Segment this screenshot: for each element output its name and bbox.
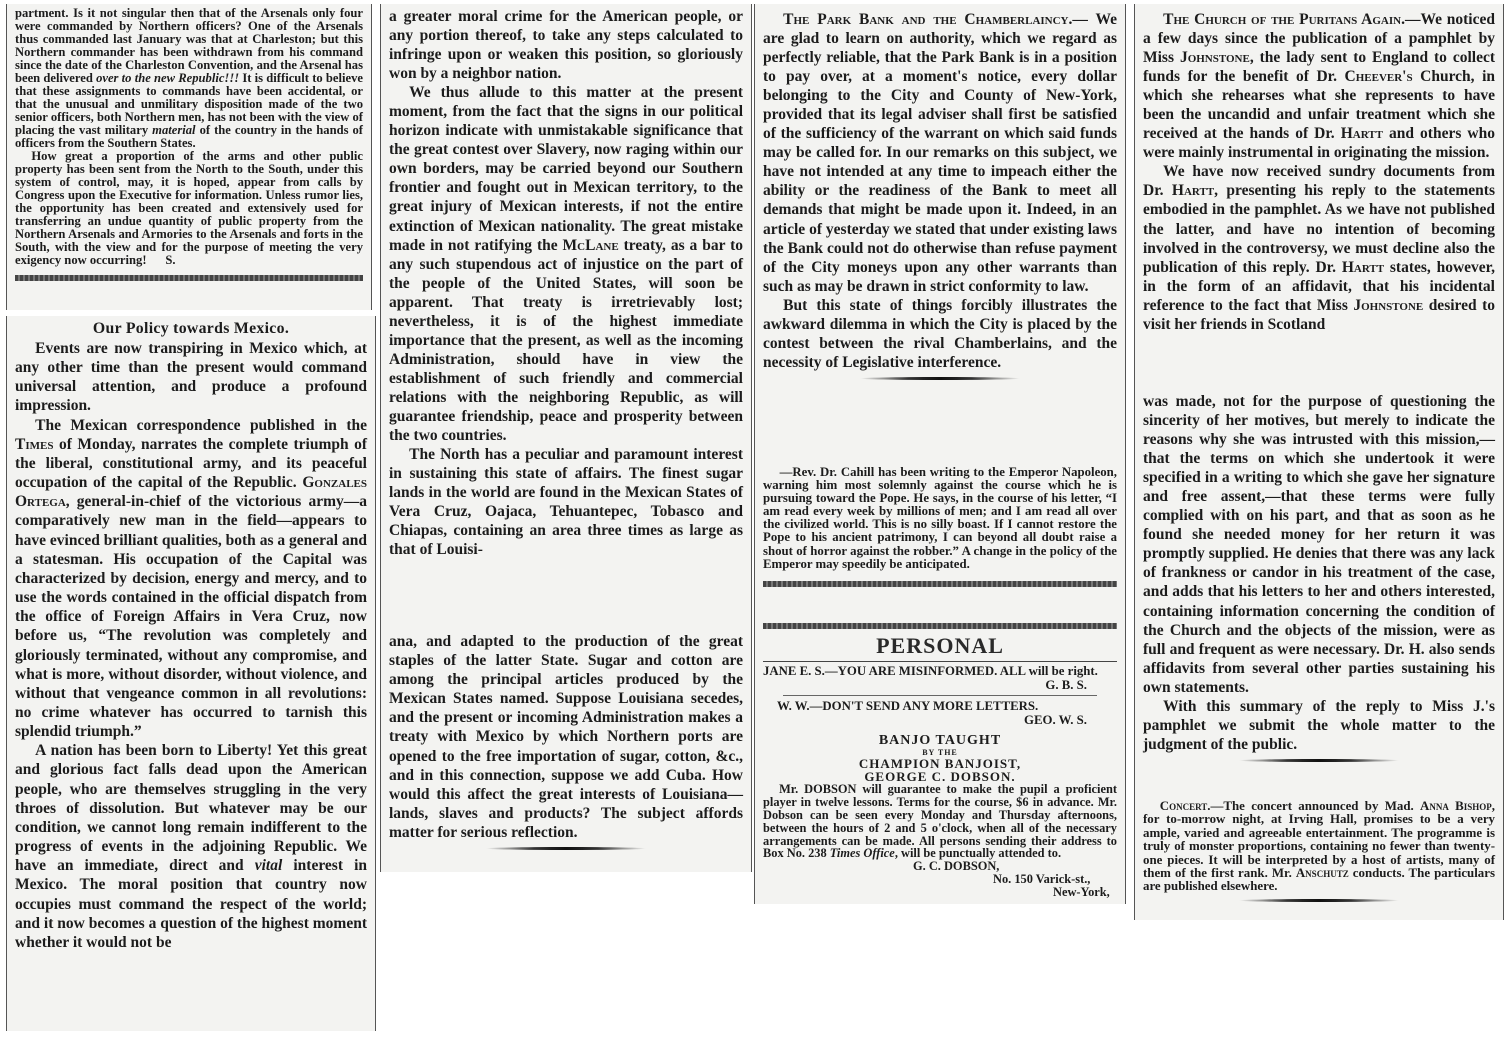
text: The Mexican correspondence published in the: [35, 416, 367, 434]
person-name: Hartt: [1171, 182, 1215, 200]
text: interest in Mexico. The moral position that country now occupies must command the respect of the world; and it now becomes a question of the highest moment whether it would not be: [15, 857, 367, 951]
text: A nation has been born to Liberty! Yet this great and glorious fact falls dead upon the American people, who are themselves struggling in the very throes of dissolution. But whatever may be our condition, we cannot long remain indifferent to the progress of events in the adjoining Republic. We have an immediate, direct and: [15, 742, 367, 875]
ad-name: GEORGE C. DOBSON.: [864, 768, 1016, 784]
clipping-mexico-policy-continued: [380, 4, 752, 630]
text: The concert announced by Mad.: [1223, 799, 1421, 813]
ad-champion: CHAMPION BANJOIST,: [858, 755, 1022, 771]
personal-notice-1: [763, 664, 1117, 678]
mexico-paragraph-1: Events are now transpiring in Mexico which, at any other time than the present would command universal attention, and produce a profound impression.: [15, 340, 367, 415]
italic-text: Times Office: [829, 846, 895, 861]
arsenals-text: of the country in the hands of officers from the Southern States.: [15, 123, 363, 150]
ad-signature-name: G. C. DOBSON,: [913, 859, 1000, 874]
text: Mr. DOBSON will guarantee to make the pupil a proficient player in twelve lessons. Terms for the course, $6 in advance. Mr. Dobson can be seen every Monday and Thursday afternoons, between the hours of 2 and 5 o'clock, when all of the necessary arrangements can be made. All persons sending their address to Box No. 238: [763, 781, 1117, 861]
cahill-paragraph: —Rev. Dr. Cahill has been writing to the Emperor Napoleon, warning him most solemnly against the course which he is pursuing toward the Pope. He says, in the course of his letter, “I am read every week by millions of men; and I am read all over the civilized world. This is no silly boast. If I cannot restore the Pope to his ancient patrimony, I can beyond all doubt raise a shout of horror against the robber.” A change in the policy of the Emperor may speedily be anticipated.: [763, 465, 1117, 571]
article-heading: The Church of the Puritans Again.—: [1163, 11, 1421, 28]
church-paragraph-3: was made, not for the purpose of questioning the sincerity of her motives, but merely to indicate the reasons why she was intrusted with this mission,—that the terms on which she undertook it were specified in a writing to which she gave her signature and free assent,—that these terms were fully complied with on his part, and that as soon as he found she needed money for her return it was promptly supplied. He denies that there was any lack of frankness or candor in his treatment of the case, and adds that his letters to her and others interested, containing information concerning the condition of the Church and the objects of the mission, were as full and frequent as were necessary. Dr. H. also sends affidavits from several other parties sustaining his own statements.: [1143, 393, 1495, 696]
concert-paragraph: [1143, 800, 1495, 894]
text: We thus allude to this matter at the present moment, from the fact that the signs in our political horizon indicate with unmistakable significance that the great contest over Slavery, now raging within our own borders, may be carried beyond our Southern frontier and fought out in Mexican territory, to the great injury of Mexican interests, if not the entire extinction of Mexican nationality. The great mistake made in not ratifying the: [389, 84, 743, 254]
parkbank-paragraph-1: [763, 10, 1117, 296]
mexico-paragraph-5: [389, 83, 743, 445]
ad-signature-city: New-York,: [1053, 885, 1110, 900]
personal-notice-2-signature: GEO. W. S.: [1024, 713, 1087, 727]
text: , will be punctually attended to.: [894, 846, 1062, 861]
clipping-cahill: [754, 460, 1126, 618]
end-rule: [1239, 759, 1399, 762]
person-name: Hartt: [1340, 125, 1383, 143]
clipping-concert: [1134, 790, 1504, 920]
text: , for to-morrow night, at Irving Hall, promises to be a very ample, varied and agreeable entertainment. The programme is truly of monster proportions, containing no fewer than twenty-one pieces. It will be interpreted by a host of artists, many of them of the first rank. Mr.: [1143, 799, 1495, 881]
divider: [783, 695, 1097, 696]
text: and others who were mainly instrumental in originating the mission.: [1143, 125, 1495, 162]
clipping-mexico-policy: [6, 316, 376, 1031]
section-title: PERSONAL: [876, 633, 1004, 658]
clipping-park-bank: [754, 4, 1126, 464]
mexico-paragraph-6: The North has a peculiar and paramount interest in sustaining this state of affairs. The finest sugar lands in the world are found in the Mexican States of Vera Cruz, Oajaca, Tehuantepec, Tobasco and Chiapas, containing an area three times as large as that of Louisi-: [389, 446, 743, 559]
mexico-paragraph-3: [15, 741, 367, 952]
text: We have now received sundry documents from Dr.: [1143, 163, 1495, 200]
divider: [15, 275, 363, 281]
end-rule: [1239, 899, 1399, 902]
divider: [763, 581, 1117, 587]
clipping-personal: [754, 618, 1126, 728]
treaty-name: McLane: [562, 236, 619, 254]
italic-text: vital: [254, 857, 283, 875]
arsenals-italic-text: over to the new Republic!!!: [96, 71, 240, 85]
personal-notice-1-signature: G. B. S.: [1045, 678, 1087, 692]
person-name: Johnstone: [1179, 49, 1250, 67]
arsenals-italic-text: material: [152, 123, 196, 137]
ad-title: BANJO TAUGHT: [878, 733, 1002, 748]
ad-signature-address: No. 150 Varick-st.,: [993, 872, 1091, 887]
end-rule: [860, 377, 1020, 380]
mexico-paragraph-4: a greater moral crime for the American people, or any portion thereof, to take any steps calculated to infringe upon or weaken this position, so gloriously won by a neighbor nation.: [389, 8, 743, 83]
divider: [763, 661, 1117, 662]
clipping-mexico-policy-end: [380, 626, 752, 872]
arsenals-text: partment. Is it not singular then that of the Arsenals only four were commanded by Northern officers? One of the Arsenals thus commanded last January was that at Charleston; but this Northern commander has been withdrawn from his command since the date of the Charleston Convention, and the Arsenal has been delivered: [15, 6, 363, 85]
end-rule: [486, 847, 646, 850]
newspaper-name: Times: [15, 435, 54, 453]
text: , the lady sent to England to collect funds for the benefit of Dr.: [1143, 49, 1496, 86]
person-name: Hartt: [1341, 258, 1385, 276]
mexico-paragraph-2: [15, 416, 367, 742]
person-name: Cheever's: [1344, 68, 1413, 86]
text: We are glad to learn on authority, which we regard as perfectly reliable, that the Park Bank is in a position to pay over, at a moment's notice, every dollar belonging to the City and County of New-York, provided that its legal adviser shall first be satisfied of the sufficiency of the warrant on which said funds may be called for. In our remarks on this subject, we have not intended at any time to impeach either the ability or the readiness of the Bank to meet all demands that might be made upon it. Indeed, in an article of yesterday we stated that under existing laws the Bank could not do otherwise than refuse payment of the City moneys upon any other warrants than such as may be drawn in strict conformity to law.: [763, 11, 1117, 295]
article-title: Our Policy towards Mexico.: [92, 320, 290, 337]
arsenals-text: It is difficult to believe that these assignments to commands have been accidental, or that the unusual and unmilitary disposition made of the two senior officers, both Northern men, has not been with the view of placing the vast military: [15, 71, 363, 137]
church-paragraph-2: [1143, 162, 1495, 333]
church-paragraph-4: With this summary of the reply to Miss J.'s pamphlet we submit the whole matter to the judgment of the public.: [1143, 697, 1495, 753]
mexico-paragraph-7: ana, and adapted to the production of the great staples of the latter State. Sugar and cotton are among the principal articles produced by the Mexican States named. Suppose Louisiana secedes, and the present or incoming Administration makes a treaty with Mexico by which Northern ports are opened to the free importation of sugar, cotton, &c., and in this connection, suppose we add Cuba. How would this affect the great interests of Louisiana—lands, slaves and products? The subject affords matter for serious reflection.: [389, 633, 743, 841]
text: conducts. The particulars are published elsewhere.: [1143, 866, 1495, 894]
text: desired to visit her friends in Scotland: [1143, 296, 1495, 333]
arsenals-text: How great a proportion of the arms and other public property has been sent from the North to the South, under this system of control, may, it is hoped, appear from calls by Congress upon the Executive for information. Unless rumor lies, the opportunity has been created and extensively used for transferring an undue quantity of public property from the Northern Arsenals and Armories to the Arsenals and forts in the South, with the view and for the purpose of meeting the very exigency now occurring!: [15, 149, 363, 267]
person-name: Gonzales Ortega: [15, 474, 367, 511]
clipping-banjo-ad: [754, 728, 1126, 904]
ad-body: [763, 783, 1117, 860]
clipping-church-puritans: [1134, 4, 1504, 390]
parkbank-paragraph-2: But this state of things forcibly illustrates the awkward dilemma in which the City is placed by the contest between the rival Chamberlains, and the necessity of Legislative interference.: [763, 296, 1117, 371]
arsenals-paragraph-2: [15, 150, 363, 267]
ad-by: BY THE: [922, 747, 958, 757]
person-name: Anschutz: [1295, 866, 1349, 881]
notice-text: JANE E. S.—YOU ARE MISINFORMED. ALL will be right.: [763, 664, 1098, 678]
personal-notice-2: W. W.—DON'T SEND ANY MORE LETTERS.: [777, 699, 1039, 713]
text: , presenting his reply to the statements embodied in the pamphlet. As we have not published the latter, and have no intention of becoming involved in the controversy, we must decline also the publication of this reply. Dr.: [1143, 182, 1496, 276]
text: states, however, in the form of an affidavit, that his incidental reference to the fact that Miss: [1143, 258, 1495, 314]
text: treaty, as a bar to any such stupendous act of injustice on the part of the people of the United States, will soon be apparent. That treaty is irretrievably lost; nevertheless, it is of the highest immediate importance that the present, as well as the incoming Administration, should have in view the establishment of such friendly and commercial relations with the neighboring Republic, as will guarantee friendship, peace and prosperity between the two countries.: [389, 236, 743, 445]
clipping-arsenals: [6, 4, 372, 310]
arsenals-paragraph-1: [15, 7, 363, 150]
text: Church, in which she rehearses what she represents to have been the uncandid and unfair treatment which she received at the hands of Dr.: [1143, 68, 1495, 143]
divider: [763, 623, 1117, 629]
text: of Monday, narrates the complete triumph of the liberal, constitutional army, and its peaceful occupation of the capital of the Republic.: [15, 435, 367, 492]
text: We noticed a few days since the publication of a pamphlet by Miss: [1143, 11, 1495, 67]
arsenals-signature: S.: [165, 253, 176, 267]
text: , general-in-chief of the victorious army—a comparatively new man in the field—appears to have evinced brilliant qualities, both as a general and a statesman. His occupation of the Capital was characterized by decision, energy and mercy, and to use the words contained in the official dispatch from the office of Foreign Affairs in Vera Cruz, now before us, “The revolution was completely and gloriously terminated, without any compromise, and what is more, without disorder, without violence, and without that vengeance common in all revolutions: no crime whatever has occurred to tarnish this splendid triumph.”: [15, 493, 367, 741]
church-paragraph-1: [1143, 10, 1495, 162]
article-heading: The Park Bank and the Chamberlaincy.—: [783, 11, 1088, 28]
person-name: Anna Bishop: [1420, 799, 1492, 813]
clipping-church-puritans-continued: [1134, 386, 1504, 794]
article-heading: Concert.—: [1159, 799, 1224, 813]
person-name: Johnstone: [1353, 296, 1424, 314]
